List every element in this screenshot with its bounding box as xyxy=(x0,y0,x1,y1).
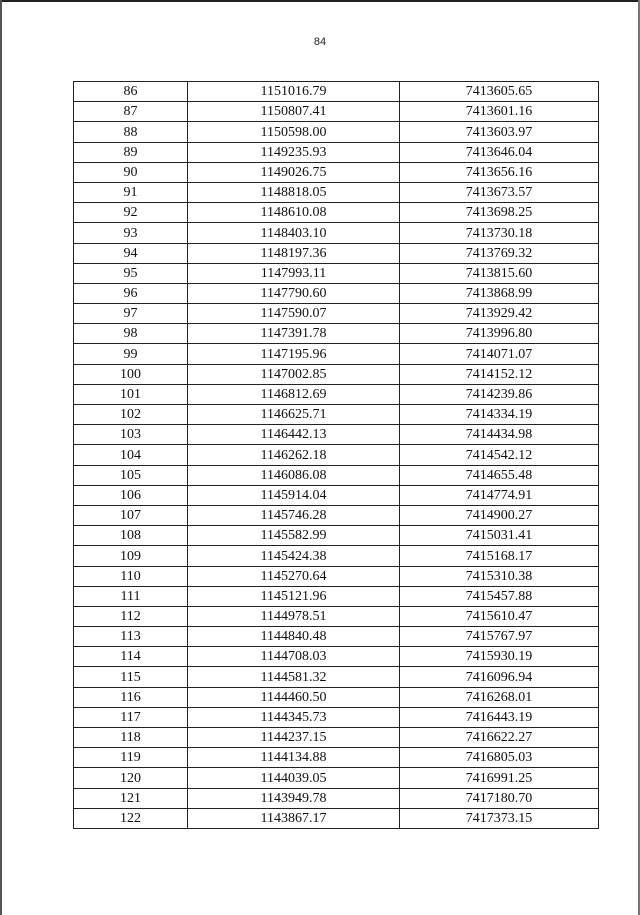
table-row xyxy=(74,384,599,404)
point-number-cell: 91 xyxy=(74,182,188,202)
x-coordinate-cell: 1148197.36 xyxy=(188,243,400,263)
table-row xyxy=(74,667,599,687)
x-coordinate-cell: 1144237.15 xyxy=(188,728,400,748)
point-number-cell: 117 xyxy=(74,707,188,727)
x-coordinate-cell: 1144581.32 xyxy=(188,667,400,687)
x-coordinate-cell: 1150598.00 xyxy=(188,122,400,142)
table-row xyxy=(74,606,599,626)
point-number-cell: 113 xyxy=(74,627,188,647)
point-number-cell: 100 xyxy=(74,364,188,384)
table-row xyxy=(74,162,599,182)
x-coordinate-cell: 1145746.28 xyxy=(188,505,400,525)
x-coordinate-cell: 1149026.75 xyxy=(188,162,400,182)
x-coordinate-cell: 1146086.08 xyxy=(188,465,400,485)
point-number-cell: 108 xyxy=(74,526,188,546)
table-row xyxy=(74,566,599,586)
table-row xyxy=(74,627,599,647)
table-row xyxy=(74,526,599,546)
point-number-cell: 96 xyxy=(74,283,188,303)
table-row xyxy=(74,263,599,283)
y-coordinate-cell: 7413673.57 xyxy=(400,182,599,202)
point-number-cell: 86 xyxy=(74,82,188,102)
y-coordinate-cell: 7417180.70 xyxy=(400,788,599,808)
point-number-cell: 90 xyxy=(74,162,188,182)
point-number-cell: 121 xyxy=(74,788,188,808)
y-coordinate-cell: 7414334.19 xyxy=(400,405,599,425)
y-coordinate-cell: 7413929.42 xyxy=(400,304,599,324)
y-coordinate-cell: 7415310.38 xyxy=(400,566,599,586)
y-coordinate-cell: 7416096.94 xyxy=(400,667,599,687)
y-coordinate-cell: 7414434.98 xyxy=(400,425,599,445)
table-row xyxy=(74,768,599,788)
x-coordinate-cell: 1144708.03 xyxy=(188,647,400,667)
y-coordinate-cell: 7413603.97 xyxy=(400,122,599,142)
x-coordinate-cell: 1144134.88 xyxy=(188,748,400,768)
point-number-cell: 120 xyxy=(74,768,188,788)
y-coordinate-cell: 7414071.07 xyxy=(400,344,599,364)
page-number: 84 xyxy=(313,36,327,48)
y-coordinate-cell: 7414152.12 xyxy=(400,364,599,384)
x-coordinate-cell: 1145270.64 xyxy=(188,566,400,586)
table-row xyxy=(74,405,599,425)
coordinates-table-body xyxy=(74,82,599,829)
y-coordinate-cell: 7413996.80 xyxy=(400,324,599,344)
point-number-cell: 114 xyxy=(74,647,188,667)
x-coordinate-cell: 1144039.05 xyxy=(188,768,400,788)
point-number-cell: 89 xyxy=(74,142,188,162)
table-row xyxy=(74,243,599,263)
x-coordinate-cell: 1144840.48 xyxy=(188,627,400,647)
x-coordinate-cell: 1147391.78 xyxy=(188,324,400,344)
coordinates-table xyxy=(73,81,599,829)
point-number-cell: 103 xyxy=(74,425,188,445)
point-number-cell: 119 xyxy=(74,748,188,768)
point-number-cell: 98 xyxy=(74,324,188,344)
x-coordinate-cell: 1143867.17 xyxy=(188,808,400,828)
y-coordinate-cell: 7413656.16 xyxy=(400,162,599,182)
table-row xyxy=(74,748,599,768)
x-coordinate-cell: 1148403.10 xyxy=(188,223,400,243)
x-coordinate-cell: 1144345.73 xyxy=(188,707,400,727)
y-coordinate-cell: 7413605.65 xyxy=(400,82,599,102)
y-coordinate-cell: 7415767.97 xyxy=(400,627,599,647)
y-coordinate-cell: 7416991.25 xyxy=(400,768,599,788)
point-number-cell: 92 xyxy=(74,203,188,223)
y-coordinate-cell: 7414774.91 xyxy=(400,485,599,505)
y-coordinate-cell: 7415031.41 xyxy=(400,526,599,546)
point-number-cell: 87 xyxy=(74,102,188,122)
table-row xyxy=(74,324,599,344)
table-row xyxy=(74,586,599,606)
point-number-cell: 109 xyxy=(74,546,188,566)
x-coordinate-cell: 1147002.85 xyxy=(188,364,400,384)
table-row xyxy=(74,546,599,566)
y-coordinate-cell: 7414239.86 xyxy=(400,384,599,404)
x-coordinate-cell: 1147590.07 xyxy=(188,304,400,324)
x-coordinate-cell: 1143949.78 xyxy=(188,788,400,808)
y-coordinate-cell: 7414542.12 xyxy=(400,445,599,465)
table-row xyxy=(74,445,599,465)
point-number-cell: 88 xyxy=(74,122,188,142)
table-row xyxy=(74,182,599,202)
table-row xyxy=(74,142,599,162)
table-row xyxy=(74,283,599,303)
y-coordinate-cell: 7413769.32 xyxy=(400,243,599,263)
y-coordinate-cell: 7414900.27 xyxy=(400,505,599,525)
table-row xyxy=(74,647,599,667)
point-number-cell: 110 xyxy=(74,566,188,586)
table-row xyxy=(74,344,599,364)
table-row xyxy=(74,808,599,828)
point-number-cell: 95 xyxy=(74,263,188,283)
x-coordinate-cell: 1147993.11 xyxy=(188,263,400,283)
x-coordinate-cell: 1144978.51 xyxy=(188,606,400,626)
table-row xyxy=(74,122,599,142)
page-edge-top xyxy=(0,0,640,2)
point-number-cell: 115 xyxy=(74,667,188,687)
point-number-cell: 93 xyxy=(74,223,188,243)
table-row xyxy=(74,485,599,505)
x-coordinate-cell: 1145914.04 xyxy=(188,485,400,505)
y-coordinate-cell: 7415168.17 xyxy=(400,546,599,566)
point-number-cell: 118 xyxy=(74,728,188,748)
point-number-cell: 99 xyxy=(74,344,188,364)
x-coordinate-cell: 1145424.38 xyxy=(188,546,400,566)
x-coordinate-cell: 1146262.18 xyxy=(188,445,400,465)
point-number-cell: 102 xyxy=(74,405,188,425)
table-row xyxy=(74,223,599,243)
x-coordinate-cell: 1150807.41 xyxy=(188,102,400,122)
table-row xyxy=(74,788,599,808)
y-coordinate-cell: 7413730.18 xyxy=(400,223,599,243)
x-coordinate-cell: 1149235.93 xyxy=(188,142,400,162)
point-number-cell: 111 xyxy=(74,586,188,606)
y-coordinate-cell: 7413698.25 xyxy=(400,203,599,223)
table-row xyxy=(74,505,599,525)
x-coordinate-cell: 1147790.60 xyxy=(188,283,400,303)
y-coordinate-cell: 7417373.15 xyxy=(400,808,599,828)
point-number-cell: 97 xyxy=(74,304,188,324)
x-coordinate-cell: 1146625.71 xyxy=(188,405,400,425)
x-coordinate-cell: 1144460.50 xyxy=(188,687,400,707)
table-row xyxy=(74,102,599,122)
point-number-cell: 107 xyxy=(74,505,188,525)
point-number-cell: 116 xyxy=(74,687,188,707)
y-coordinate-cell: 7413815.60 xyxy=(400,263,599,283)
x-coordinate-cell: 1146442.13 xyxy=(188,425,400,445)
y-coordinate-cell: 7416443.19 xyxy=(400,707,599,727)
x-coordinate-cell: 1146812.69 xyxy=(188,384,400,404)
point-number-cell: 122 xyxy=(74,808,188,828)
y-coordinate-cell: 7415457.88 xyxy=(400,586,599,606)
page-edge-left xyxy=(0,0,2,915)
table-row xyxy=(74,687,599,707)
x-coordinate-cell: 1148818.05 xyxy=(188,182,400,202)
point-number-cell: 112 xyxy=(74,606,188,626)
point-number-cell: 105 xyxy=(74,465,188,485)
y-coordinate-cell: 7413646.04 xyxy=(400,142,599,162)
y-coordinate-cell: 7416622.27 xyxy=(400,728,599,748)
table-row xyxy=(74,203,599,223)
x-coordinate-cell: 1151016.79 xyxy=(188,82,400,102)
y-coordinate-cell: 7416805.03 xyxy=(400,748,599,768)
point-number-cell: 104 xyxy=(74,445,188,465)
table-row xyxy=(74,707,599,727)
x-coordinate-cell: 1145121.96 xyxy=(188,586,400,606)
y-coordinate-cell: 7415610.47 xyxy=(400,606,599,626)
point-number-cell: 101 xyxy=(74,384,188,404)
y-coordinate-cell: 7415930.19 xyxy=(400,647,599,667)
table-row xyxy=(74,425,599,445)
point-number-cell: 106 xyxy=(74,485,188,505)
x-coordinate-cell: 1147195.96 xyxy=(188,344,400,364)
table-row xyxy=(74,364,599,384)
y-coordinate-cell: 7416268.01 xyxy=(400,687,599,707)
table-row xyxy=(74,728,599,748)
y-coordinate-cell: 7413601.16 xyxy=(400,102,599,122)
point-number-cell: 94 xyxy=(74,243,188,263)
x-coordinate-cell: 1148610.08 xyxy=(188,203,400,223)
x-coordinate-cell: 1145582.99 xyxy=(188,526,400,546)
y-coordinate-cell: 7414655.48 xyxy=(400,465,599,485)
y-coordinate-cell: 7413868.99 xyxy=(400,283,599,303)
table-row xyxy=(74,82,599,102)
table-row xyxy=(74,465,599,485)
table-row xyxy=(74,304,599,324)
